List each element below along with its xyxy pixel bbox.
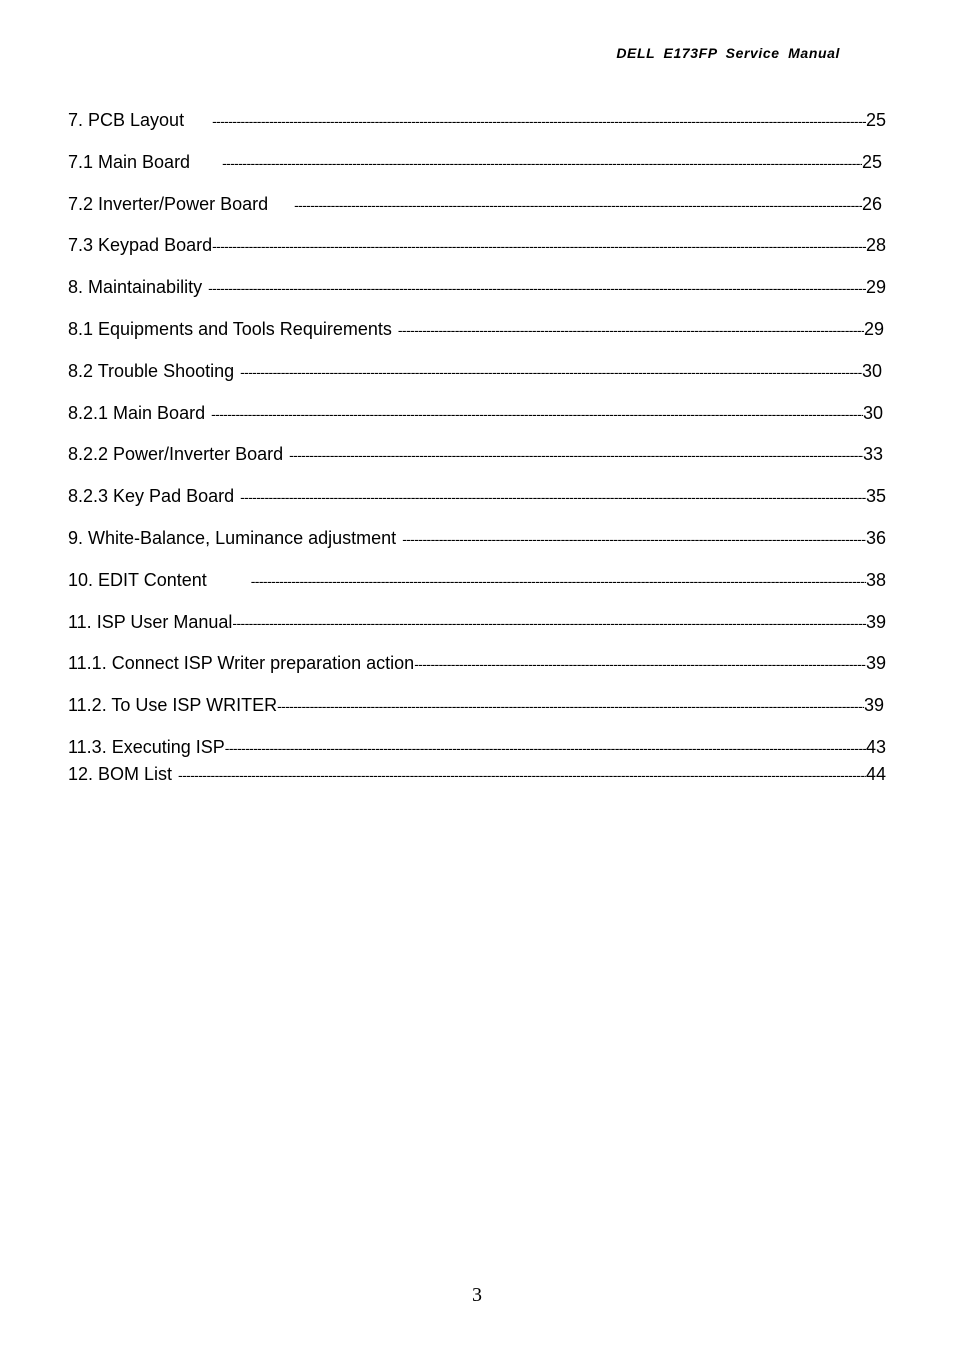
toc-entry-page: 39 <box>865 653 886 674</box>
toc-entry-title: 9. White-Balance, Luminance adjustment <box>68 527 397 548</box>
toc-dot-leader <box>294 193 862 217</box>
toc-entry-page: 25 <box>861 151 882 172</box>
table-of-contents <box>68 108 886 804</box>
toc-dot-leader <box>251 569 866 593</box>
toc-entry-title: 11.1. Connect ISP Writer preparation action <box>68 653 415 674</box>
toc-dot-leader <box>225 736 866 760</box>
toc-entry[interactable] <box>68 359 886 401</box>
toc-dot-leader <box>414 652 866 676</box>
toc-entry-page: 39 <box>865 611 886 632</box>
toc-dot-leader <box>222 151 862 175</box>
toc-entry[interactable] <box>68 693 886 735</box>
toc-entry-title: 11. ISP User Manual <box>68 611 233 632</box>
toc-entry-page: 35 <box>865 486 886 507</box>
toc-entry-title: 7. PCB Layout <box>68 110 185 130</box>
toc-entry-title: 8.1 Equipments and Tools Requirements <box>68 318 392 339</box>
toc-entry[interactable] <box>68 568 886 610</box>
toc-dot-leader <box>240 485 866 509</box>
toc-entry-page: 44 <box>865 763 886 784</box>
toc-entry[interactable] <box>68 442 886 484</box>
toc-dot-leader <box>277 694 864 718</box>
toc-entry-page: 29 <box>863 318 884 339</box>
toc-dot-leader <box>212 234 866 258</box>
toc-entry[interactable] <box>68 275 886 317</box>
toc-entry-title: 11.2. To Use ISP WRITER <box>68 695 278 716</box>
toc-entry[interactable] <box>68 735 886 762</box>
toc-dot-leader <box>240 360 862 384</box>
toc-dot-leader <box>211 402 863 426</box>
toc-dot-leader <box>398 318 864 342</box>
toc-entry[interactable] <box>68 762 886 804</box>
toc-entry[interactable] <box>68 108 886 150</box>
toc-dot-leader <box>289 443 863 467</box>
toc-entry-title: 10. EDIT Content <box>68 569 207 590</box>
toc-entry-page: 33 <box>862 444 883 465</box>
toc-entry[interactable] <box>68 233 886 275</box>
toc-entry-title: 8.2.3 Key Pad Board <box>68 486 235 507</box>
toc-entry-title: 8.2.2 Power/Inverter Board <box>68 444 284 465</box>
page-header: DELL E173FP Service Manual <box>616 45 840 61</box>
toc-entry-page: 36 <box>865 527 886 548</box>
toc-entry[interactable] <box>68 192 886 234</box>
toc-dot-leader <box>232 611 866 635</box>
toc-entry-page: 39 <box>863 695 884 716</box>
toc-entry-page: 38 <box>865 569 886 590</box>
toc-entry[interactable] <box>68 610 886 652</box>
toc-entry-title: 8. Maintainability <box>68 277 203 298</box>
toc-dot-leader <box>212 109 866 133</box>
toc-entry-title: 7.3 Keypad Board <box>68 235 213 256</box>
toc-entry-title: 11.3. Executing ISP <box>68 736 225 757</box>
toc-entry[interactable] <box>68 484 886 526</box>
toc-entry-page: 43 <box>865 736 886 757</box>
toc-dot-leader <box>208 276 866 300</box>
toc-entry[interactable] <box>68 401 886 443</box>
page-number: 3 <box>472 1284 482 1306</box>
toc-entry-title: 12. BOM List <box>68 763 173 784</box>
toc-entry[interactable] <box>68 651 886 693</box>
toc-entry[interactable] <box>68 526 886 568</box>
toc-entry-title: 8.2 Trouble Shooting <box>68 360 235 381</box>
toc-entry-page: 25 <box>865 110 886 130</box>
toc-entry-title: 7.1 Main Board <box>68 151 191 172</box>
toc-entry-page: 30 <box>862 402 883 423</box>
toc-entry-page: 26 <box>861 193 882 214</box>
toc-entry[interactable] <box>68 317 886 359</box>
toc-entry[interactable] <box>68 150 886 192</box>
toc-entry-title: 8.2.1 Main Board <box>68 402 206 423</box>
toc-entry-page: 28 <box>865 235 886 256</box>
toc-entry-title: 7.2 Inverter/Power Board <box>68 193 269 214</box>
toc-dot-leader <box>178 763 866 787</box>
toc-entry-page: 30 <box>861 360 882 381</box>
toc-entry-page: 29 <box>865 277 886 298</box>
toc-dot-leader <box>402 527 866 551</box>
